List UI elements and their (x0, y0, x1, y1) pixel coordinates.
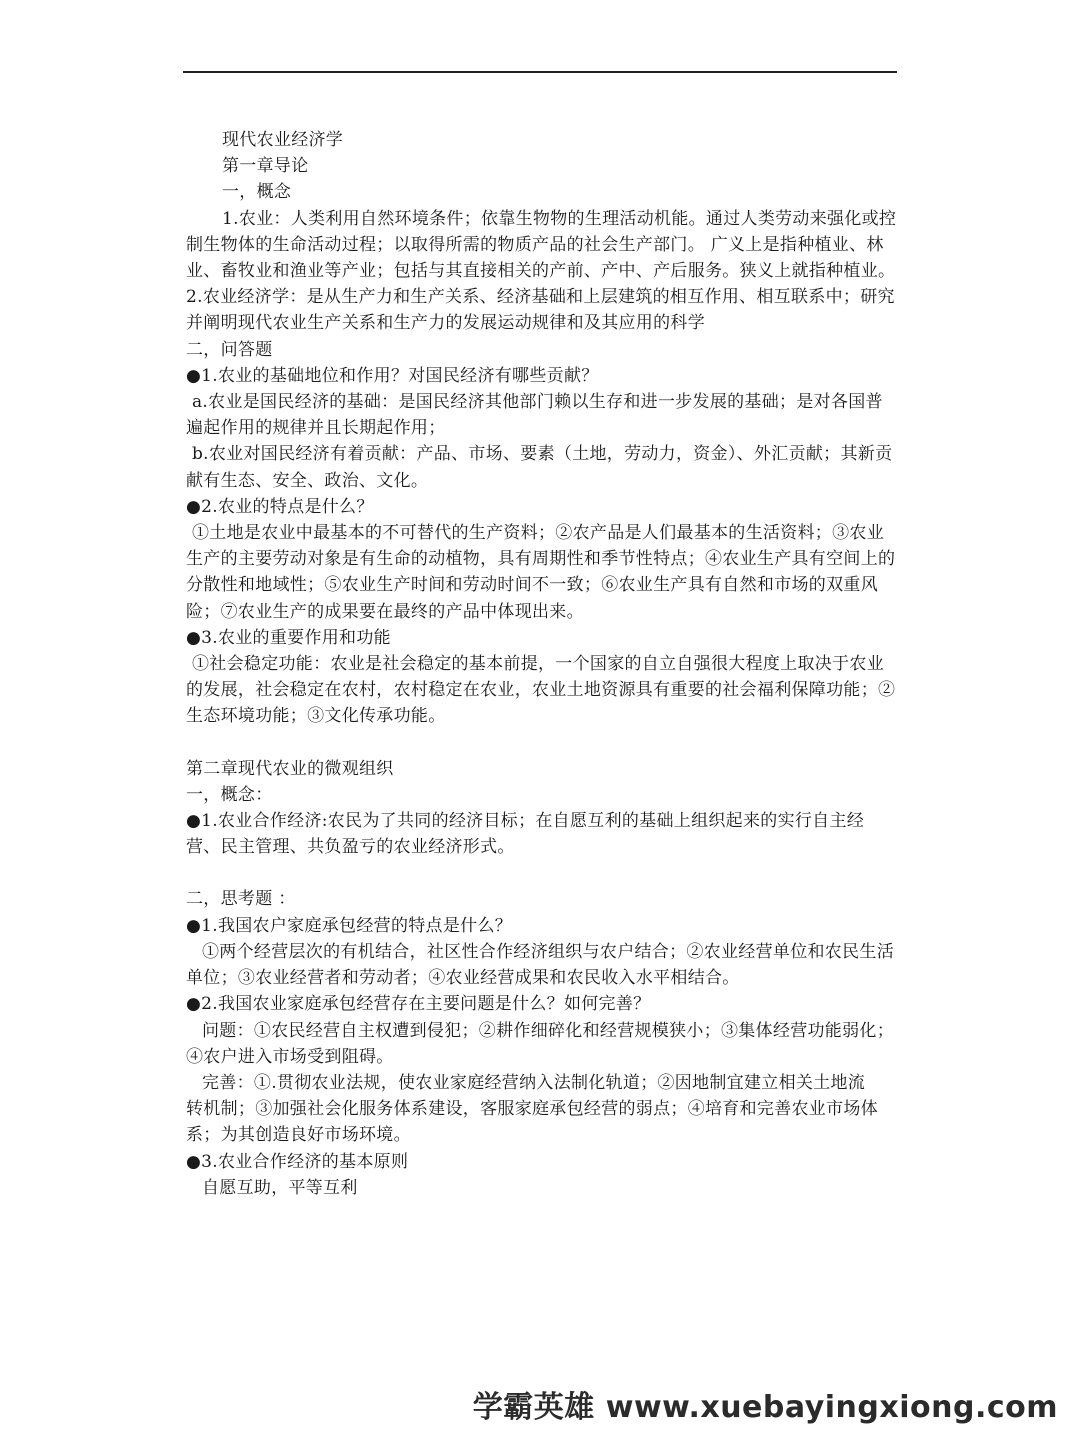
ch1-q2-answer: ①土地是农业中最基本的不可替代的生产资料；②农产品是人们最基本的生活资料；③农业生产的主要劳动对象是有生命的动植物，具有周期性和季节性特点；④农业生产具有空间上的分散性和地域性；⑤农业生产时间和劳动时间不一致；⑥农业生产具有自然和市场的双重风险；⑦农业生产的成果要在最终的产品中体现出来。 (186, 523, 896, 622)
document-title: 现代农业经济学 (222, 130, 344, 150)
ch2-question-1: ●1.我国农户家庭承包经营的特点是什么？ (186, 915, 513, 936)
ch1-question-3: ●3.农业的重要作用和功能 (186, 627, 391, 648)
ch2-q1-answer: ①两个经营层次的有机结合，社区性合作经济组织与农户结合；②农业经营单位和农民生活单位；③农业经营者和劳动者；④农业经营成果和农民收入水平相结合。 (186, 941, 894, 989)
ch2-q3-answer: 自愿互助，平等互利 (202, 1177, 358, 1198)
ch1-question-1: ●1.农业的基础地位和作用？对国民经济有哪些贡献？ (186, 365, 599, 386)
ch2-definition-1: ●1.农业合作经济:农民为了共同的经济目标；在自愿互利的基础上组织起来的实行自主经营、民主管理、共负盈亏的农业经济形式。 (186, 811, 865, 858)
ch2-q2-improve-line1: 完善：①.贯彻农业法规，使农业家庭经营纳入法制化轨道；②因地制宜建立相关土地流 (202, 1072, 866, 1093)
header-rule (183, 71, 897, 73)
chapter2-heading: 第二章现代农业的微观组织 (186, 758, 394, 779)
ch1-definitions-paragraph: 1.农业：人类利用自然环境条件；依靠生物物的生理活动机能。通过人类劳动来强化或控制生物体的生命活动过程；以取得所需的物质产品的社会生产部门。 广义上是指种植业、林业、畜牧业和渔业等产业；包括与其直接相关的产前、产中、产后服务。狭义上就指种植业。 2.农业经济学：是从生产力和生产关系、经济基础和上层建筑的相互作用、相互联系中；研究并阐明现代农业生产关系和生产力的发展运动规律和及其应用的科学 (186, 208, 905, 334)
ch1-section1-heading: 一，概念 (222, 182, 292, 203)
ch2-section1-heading: 一，概念： (186, 784, 273, 805)
spacer (186, 860, 898, 886)
ch2-question-2: ●2.我国农业家庭承包经营存在主要问题是什么？如何完善？ (186, 994, 651, 1015)
ch1-q1-answer-a: a.农业是国民经济的基础：是国民经济其他部门赖以生存和进一步发展的基础；是对各国普遍起作用的规律并且长期起作用； (186, 392, 883, 439)
ch1-q1-answer-b: b.农业对国民经济有着贡献：产品、市场、要素（土地，劳动力，资金）、外汇贡献；其新贡献有生态、安全、政治、文化。 (186, 444, 893, 491)
chapter1-heading: 第一章导论 (222, 156, 309, 177)
ch2-q2-improve-line2: 转机制；③加强社会化服务体系建设，客服家庭承包经营的弱点；④培育和完善农业市场体系；为其创造良好市场环境。 (186, 1099, 878, 1146)
site-watermark: 学霸英雄 www.xuebayingxiong.com (472, 1390, 1058, 1425)
ch2-section2-heading: 二，思考题 ： (186, 889, 296, 910)
ch1-q3-answer: ①社会稳定功能：农业是社会稳定的基本前提，一个国家的自立自强很大程度上取决于农业的发展，社会稳定在农村，农村稳定在农业，农业土地资源具有重要的社会福利保障功能；②生态环境功能；③文化传承功能。 (186, 654, 896, 727)
document-body (186, 127, 905, 1201)
spacer (186, 730, 898, 756)
ch2-question-3: ●3.农业合作经济的基本原则 (186, 1151, 409, 1172)
ch2-q2-problems: 问题：①农民经营自主权遭到侵犯；②耕作细碎化和经营规模狭小；③集体经营功能弱化；④农户进入市场受到阻碍。 (186, 1020, 894, 1067)
ch1-question-2: ●2.农业的特点是什么？ (186, 496, 374, 517)
ch1-section2-heading: 二，问答题 (186, 339, 273, 360)
